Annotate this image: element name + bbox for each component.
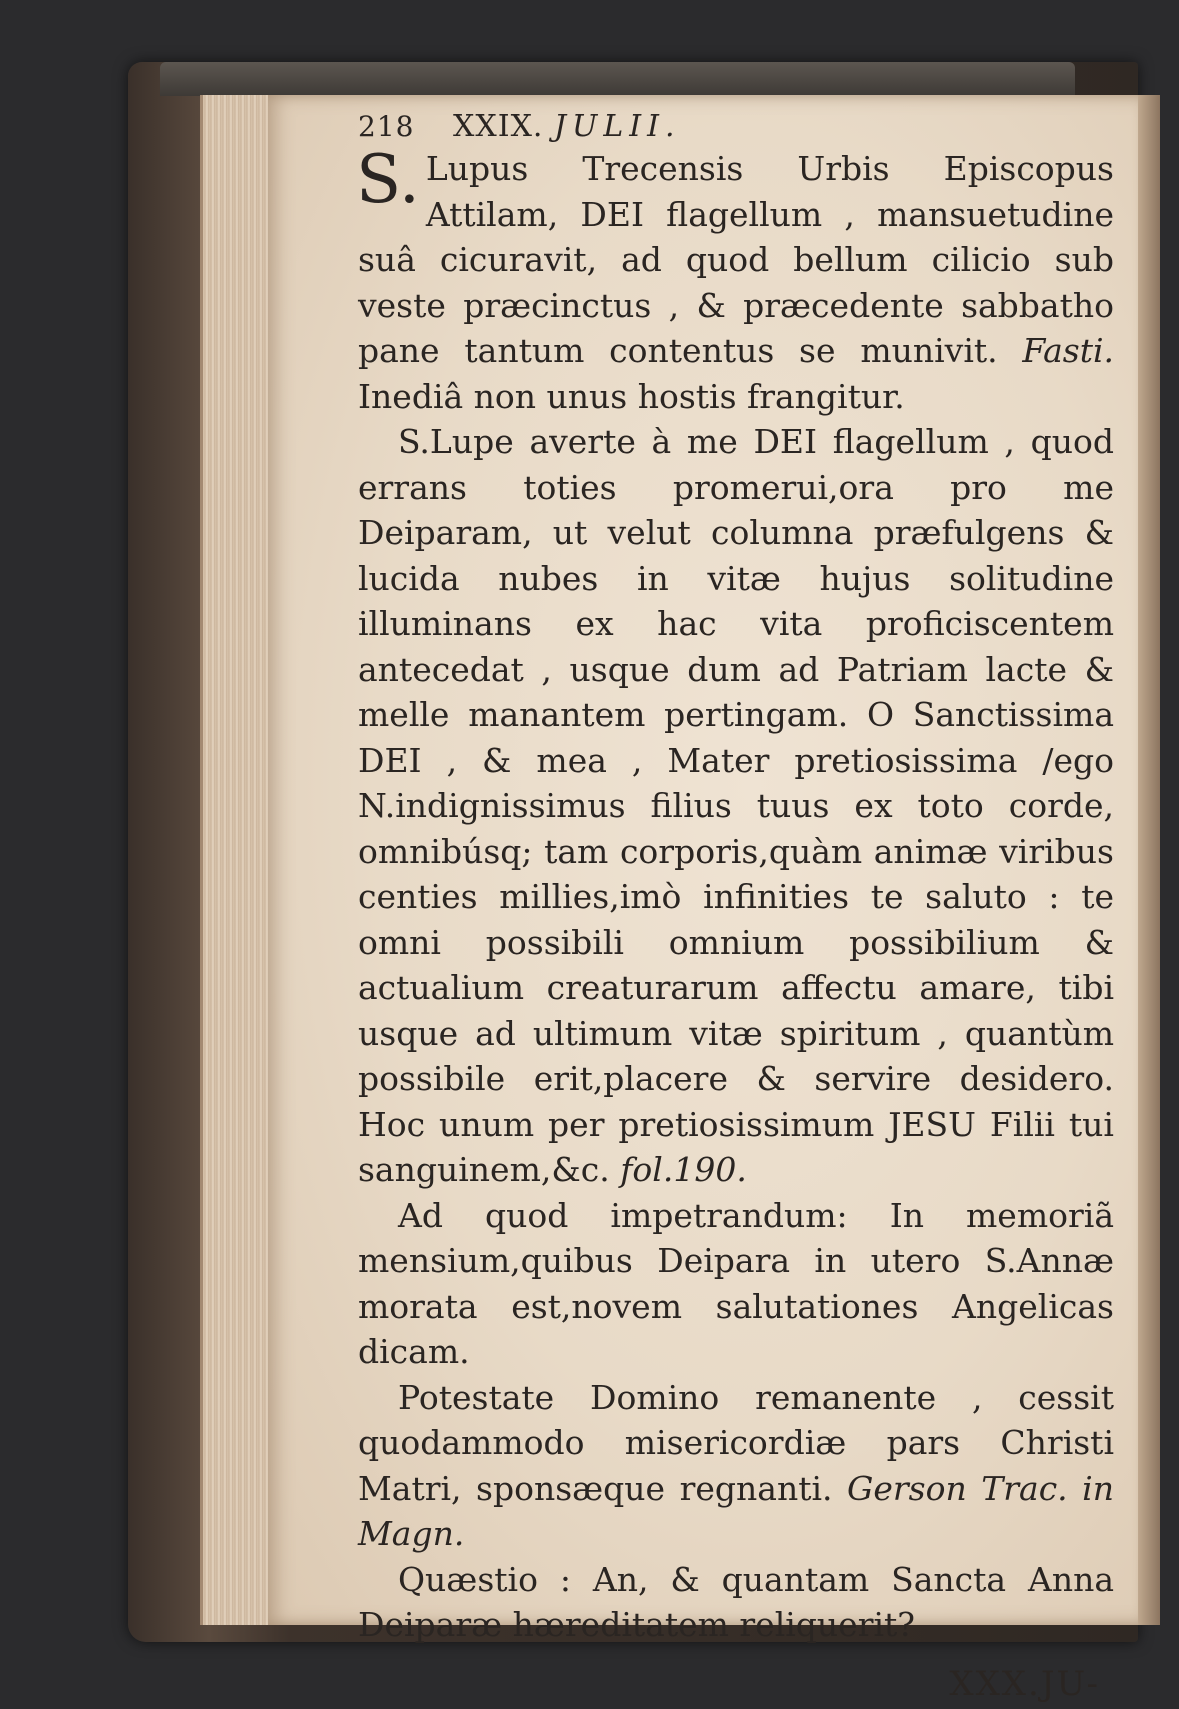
paragraph-4-text: Potestate Domino remanente , cessit quodammodo misericordiæ pars Christi Matri, sponsæque regnanti. bbox=[358, 1377, 1114, 1508]
running-title-month: JULII. bbox=[554, 109, 681, 144]
paragraph-1-tail: Inediâ non unus hostis frangitur. bbox=[358, 376, 905, 416]
paragraph-1-text: Lupus Trecensis Urbis Episcopus Attilam, DEI flagellum , mansuetudine suâ cicuravit, ad quod bellum cilicio sub veste præcinctus , & præcedente sabbatho pane tantum contentus se munivit. bbox=[358, 149, 1114, 370]
drop-cap: S. bbox=[356, 141, 420, 218]
paragraph-5: Quæstio : An, & quantam Sancta Anna Deiparæ hæreditatem reliquerit? bbox=[358, 1559, 1114, 1644]
facing-page-edge bbox=[1138, 95, 1160, 1625]
page-text bbox=[356, 108, 1114, 1704]
citation-gerson: Gerson Trac. in Magn. bbox=[358, 1468, 1114, 1553]
running-title bbox=[453, 108, 680, 146]
paragraph-2-text: S.Lupe averte à me DEI flagellum , quod errans toties promerui,ora pro me Deiparam, ut velut columna præfulgens & lucida nubes in vitæ hujus solitudine illuminans ex hac vita proficiscentem antecedat , usque dum ad Patriam lacte & melle manantem pertingam. O Sanctissima DEI , & mea , Mater pretiosissima /ego N.indignissimus filius tuus ex toto corde, omnibúsq; tam corporis,quàm animæ viribus centies millies,imò infinities te saluto : te omni possibili omnium possibilium & actualium creaturarum affectu amare, tibi usque ad ultimum vitæ spiritum , quantùm possibile erit,placere & servire desidero. Hoc unum per pretiosissimum JESU Filii tui sanguinem,&c. bbox=[358, 422, 1114, 1189]
running-title-prefix: XXIX. bbox=[453, 109, 544, 144]
citation-fasti: Fasti. bbox=[1022, 331, 1114, 370]
paragraph-3: Ad quod impetrandum: In memoriã mensium,quibus Deipara in utero S.Annæ morata est,novem salutationes Angelicas dicam. bbox=[358, 1195, 1114, 1371]
paragraph-1 bbox=[356, 141, 1114, 419]
citation-folio: fol.190. bbox=[620, 1150, 747, 1189]
page-number: 218 bbox=[358, 110, 415, 143]
paragraph-4 bbox=[358, 1375, 1114, 1557]
catchword: XXX.JU- bbox=[949, 1663, 1100, 1704]
book-top-edge bbox=[160, 62, 1075, 96]
paragraph-2 bbox=[358, 419, 1114, 1193]
running-head bbox=[358, 108, 1114, 146]
